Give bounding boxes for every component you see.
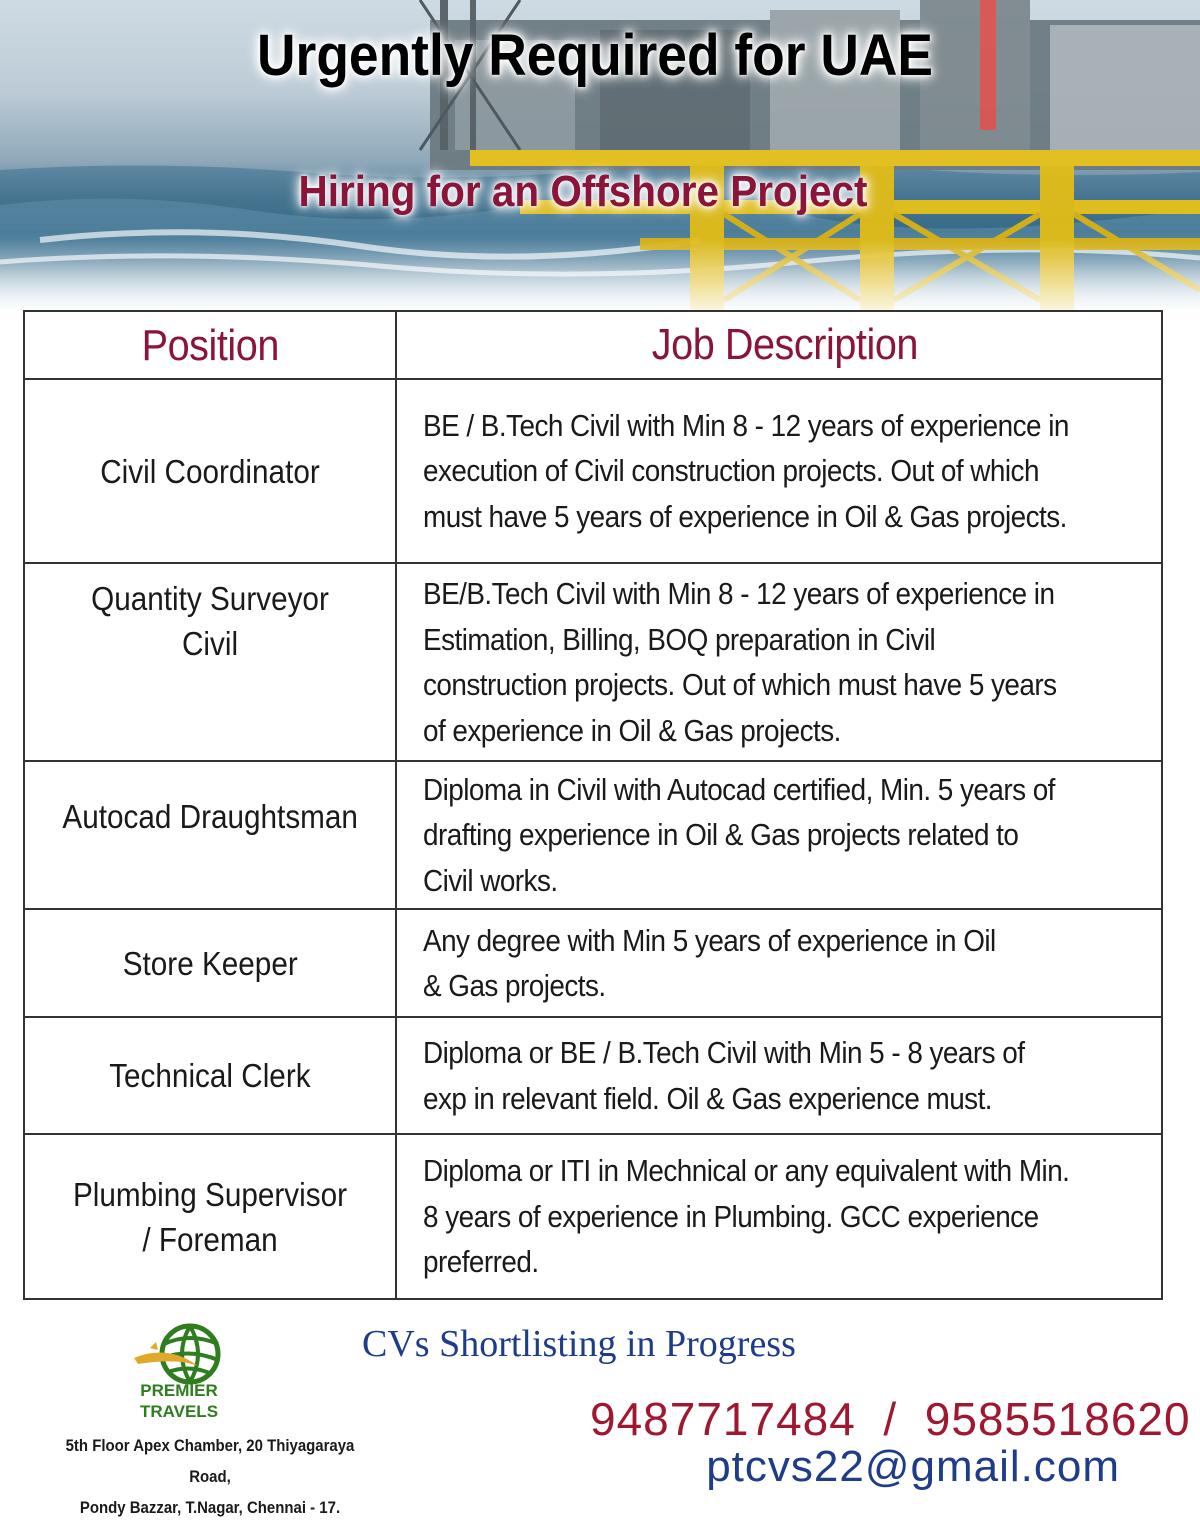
job-description: Diploma or ITI in Mechnical or any equivalent with Min. 8 years of experience in Plumbing. GCC experience preferred. — [423, 1153, 1070, 1280]
job-position: Plumbing Supervisor / Foreman — [25, 1135, 397, 1298]
hero-fade — [0, 240, 1200, 310]
company-logo-text — [120, 1380, 238, 1422]
table-header-row — [25, 312, 1161, 380]
job-description: BE / B.Tech Civil with Min 8 - 12 years of experience in execution of Civil construction projects. Out of which must have 5 years of experience in Oil & Gas projects. — [423, 407, 1069, 534]
jobs-table — [23, 310, 1163, 1300]
job-description: Any degree with Min 5 years of experience in Oil & Gas projects. — [423, 922, 996, 1003]
page-title: Urgently Required for UAE — [257, 23, 933, 88]
table-row — [25, 564, 1161, 762]
table-row — [25, 380, 1161, 564]
contact-email[interactable]: ptcvs22@gmail.com — [706, 1442, 1120, 1491]
job-description: BE/B.Tech Civil with Min 8 - 12 years of experience in Estimation, Billing, BOQ preparation in Civil construction projects. Out of which must have 5 years of experience in Oil & Gas projects. — [423, 576, 1057, 748]
job-position: Technical Clerk — [25, 1018, 397, 1133]
job-description: Diploma or BE / B.Tech Civil with Min 5 - 8 years of exp in relevant field. Oil & Gas experience must. — [423, 1035, 1025, 1116]
position-column-header: Position — [25, 312, 397, 378]
job-position: Quantity Surveyor Civil — [25, 564, 397, 760]
address-line1: 5th Floor Apex Chamber, 20 Thiyagaraya Road, — [65, 1436, 355, 1486]
table-row — [25, 1135, 1161, 1298]
job-position: Autocad Draughtsman — [25, 762, 397, 908]
table-row — [25, 910, 1161, 1018]
job-position: Store Keeper — [25, 910, 397, 1016]
contact-phones[interactable]: 9487717484 / 9585518620 — [590, 1393, 1191, 1445]
page-subtitle: Hiring for an Offshore Project — [298, 167, 868, 216]
job-position: Civil Coordinator — [25, 380, 397, 562]
description-column-header: Job Description — [651, 320, 919, 370]
address-line2: Pondy Bazzar, T.Nagar, Chennai - 17. — [79, 1498, 341, 1517]
company-name-line1: PREMIER — [140, 1381, 218, 1400]
hero-banner — [0, 0, 1200, 310]
company-name-line2: TRAVELS — [139, 1402, 219, 1421]
shortlisting-status: CVs Shortlisting in Progress — [362, 1323, 796, 1365]
table-row — [25, 762, 1161, 910]
company-address — [43, 1430, 377, 1523]
job-description: Diploma in Civil with Autocad certified, Min. 5 years of drafting experience in Oil & Gas projects related to Civil works. — [423, 771, 1055, 898]
table-row — [25, 1018, 1161, 1135]
